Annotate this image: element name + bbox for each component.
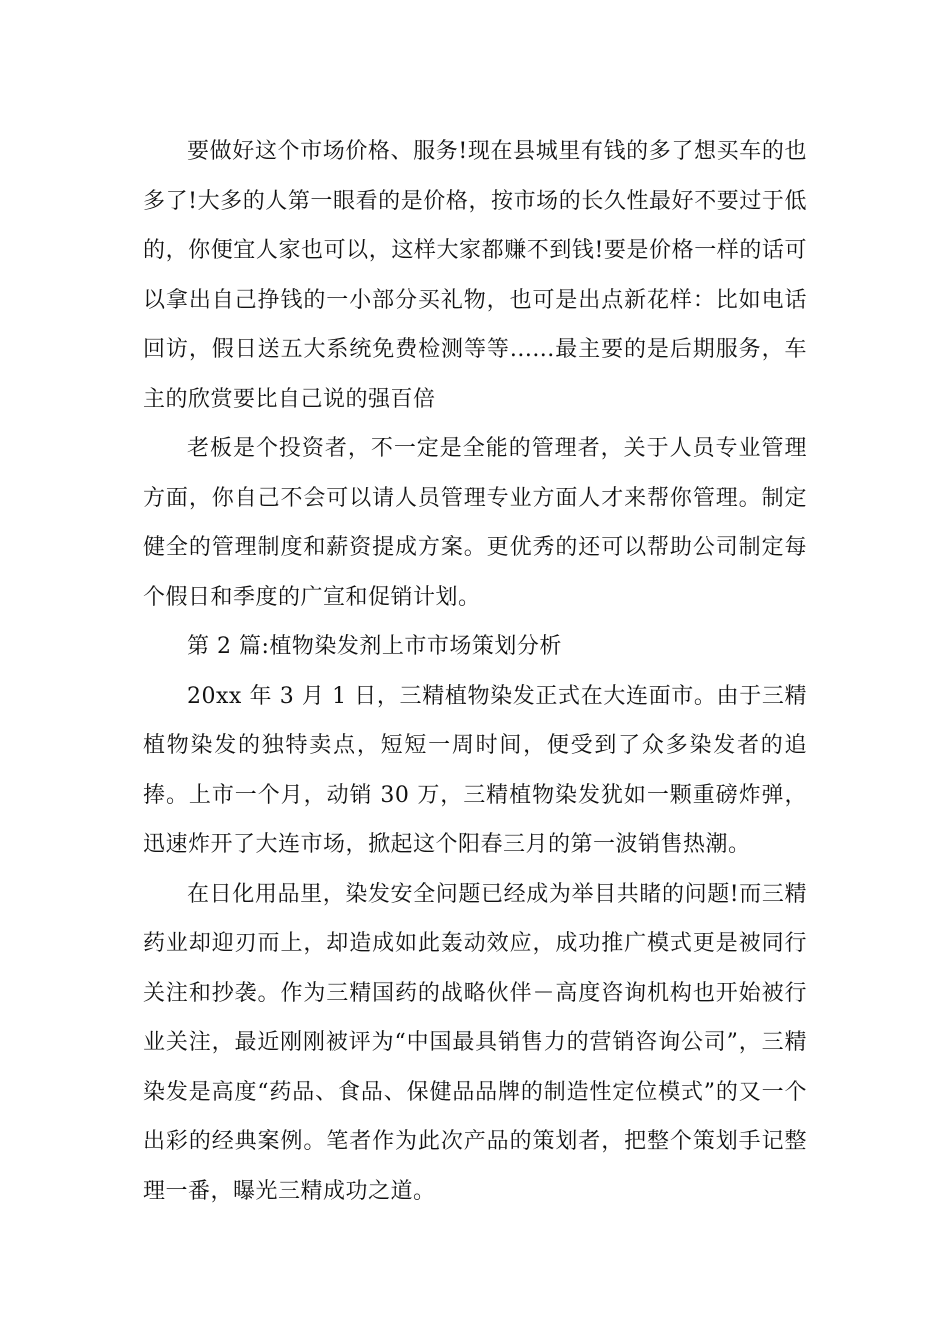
paragraph-pricing-service: 要做好这个市场价格、服务!现在县城里有钱的多了想买车的也多了!大多的人第一眼看的是价格，按市场的长久性最好不要过于低的，你便宜人家也可以，这样大家都赚不到钱!要是价格一样的话可以拿出自己挣钱的一小部分买礼物，也可是出点新花样：比如电话回访，假日送五大系统免费检测等等......最主要的是后期服务，车主的欣赏要比自己说的强百倍 (143, 139, 807, 412)
paragraph-safety: 在日化用品里，染发安全问题已经成为举目共睹的问题!而三精药业却迎刃而上，却造成如此轰动效应，成功推广模式更是被同行关注和抄袭。作为三精国药的战略伙伴－高度咨询机构也开始被行业关注，最近刚刚被评为“中国最具销售力的营销咨询公司”，三精染发是高度“药品、食品、保健品品牌的制造性定位模式”的又一个出彩的经典案例。笔者作为此次产品的策划者，把整个策划手记整理一番，曝光三精成功之道。 (143, 881, 807, 1204)
document-body (143, 127, 807, 1216)
paragraph-launch: 20xx 年 3 月 1 日，三精植物染发正式在大连面市。由于三精植物染发的独特卖点，短短一周时间，便受到了众多染发者的追捧。上市一个月，动销 30 万，三精植物染发犹如一颗重磅炸弹，迅速炸开了大连市场，掀起这个阳春三月的第一波销售热潮。 (143, 683, 807, 857)
paragraph-management: 老板是个投资者，不一定是全能的管理者，关于人员专业管理方面，你自己不会可以请人员管理专业方面人才来帮你管理。制定健全的管理制度和薪资提成方案。更优秀的还可以帮助公司制定每个假日和季度的广宣和促销计划。 (143, 436, 807, 610)
section-heading: 第 2 篇:植物染发剂上市市场策划分析 (187, 634, 562, 659)
